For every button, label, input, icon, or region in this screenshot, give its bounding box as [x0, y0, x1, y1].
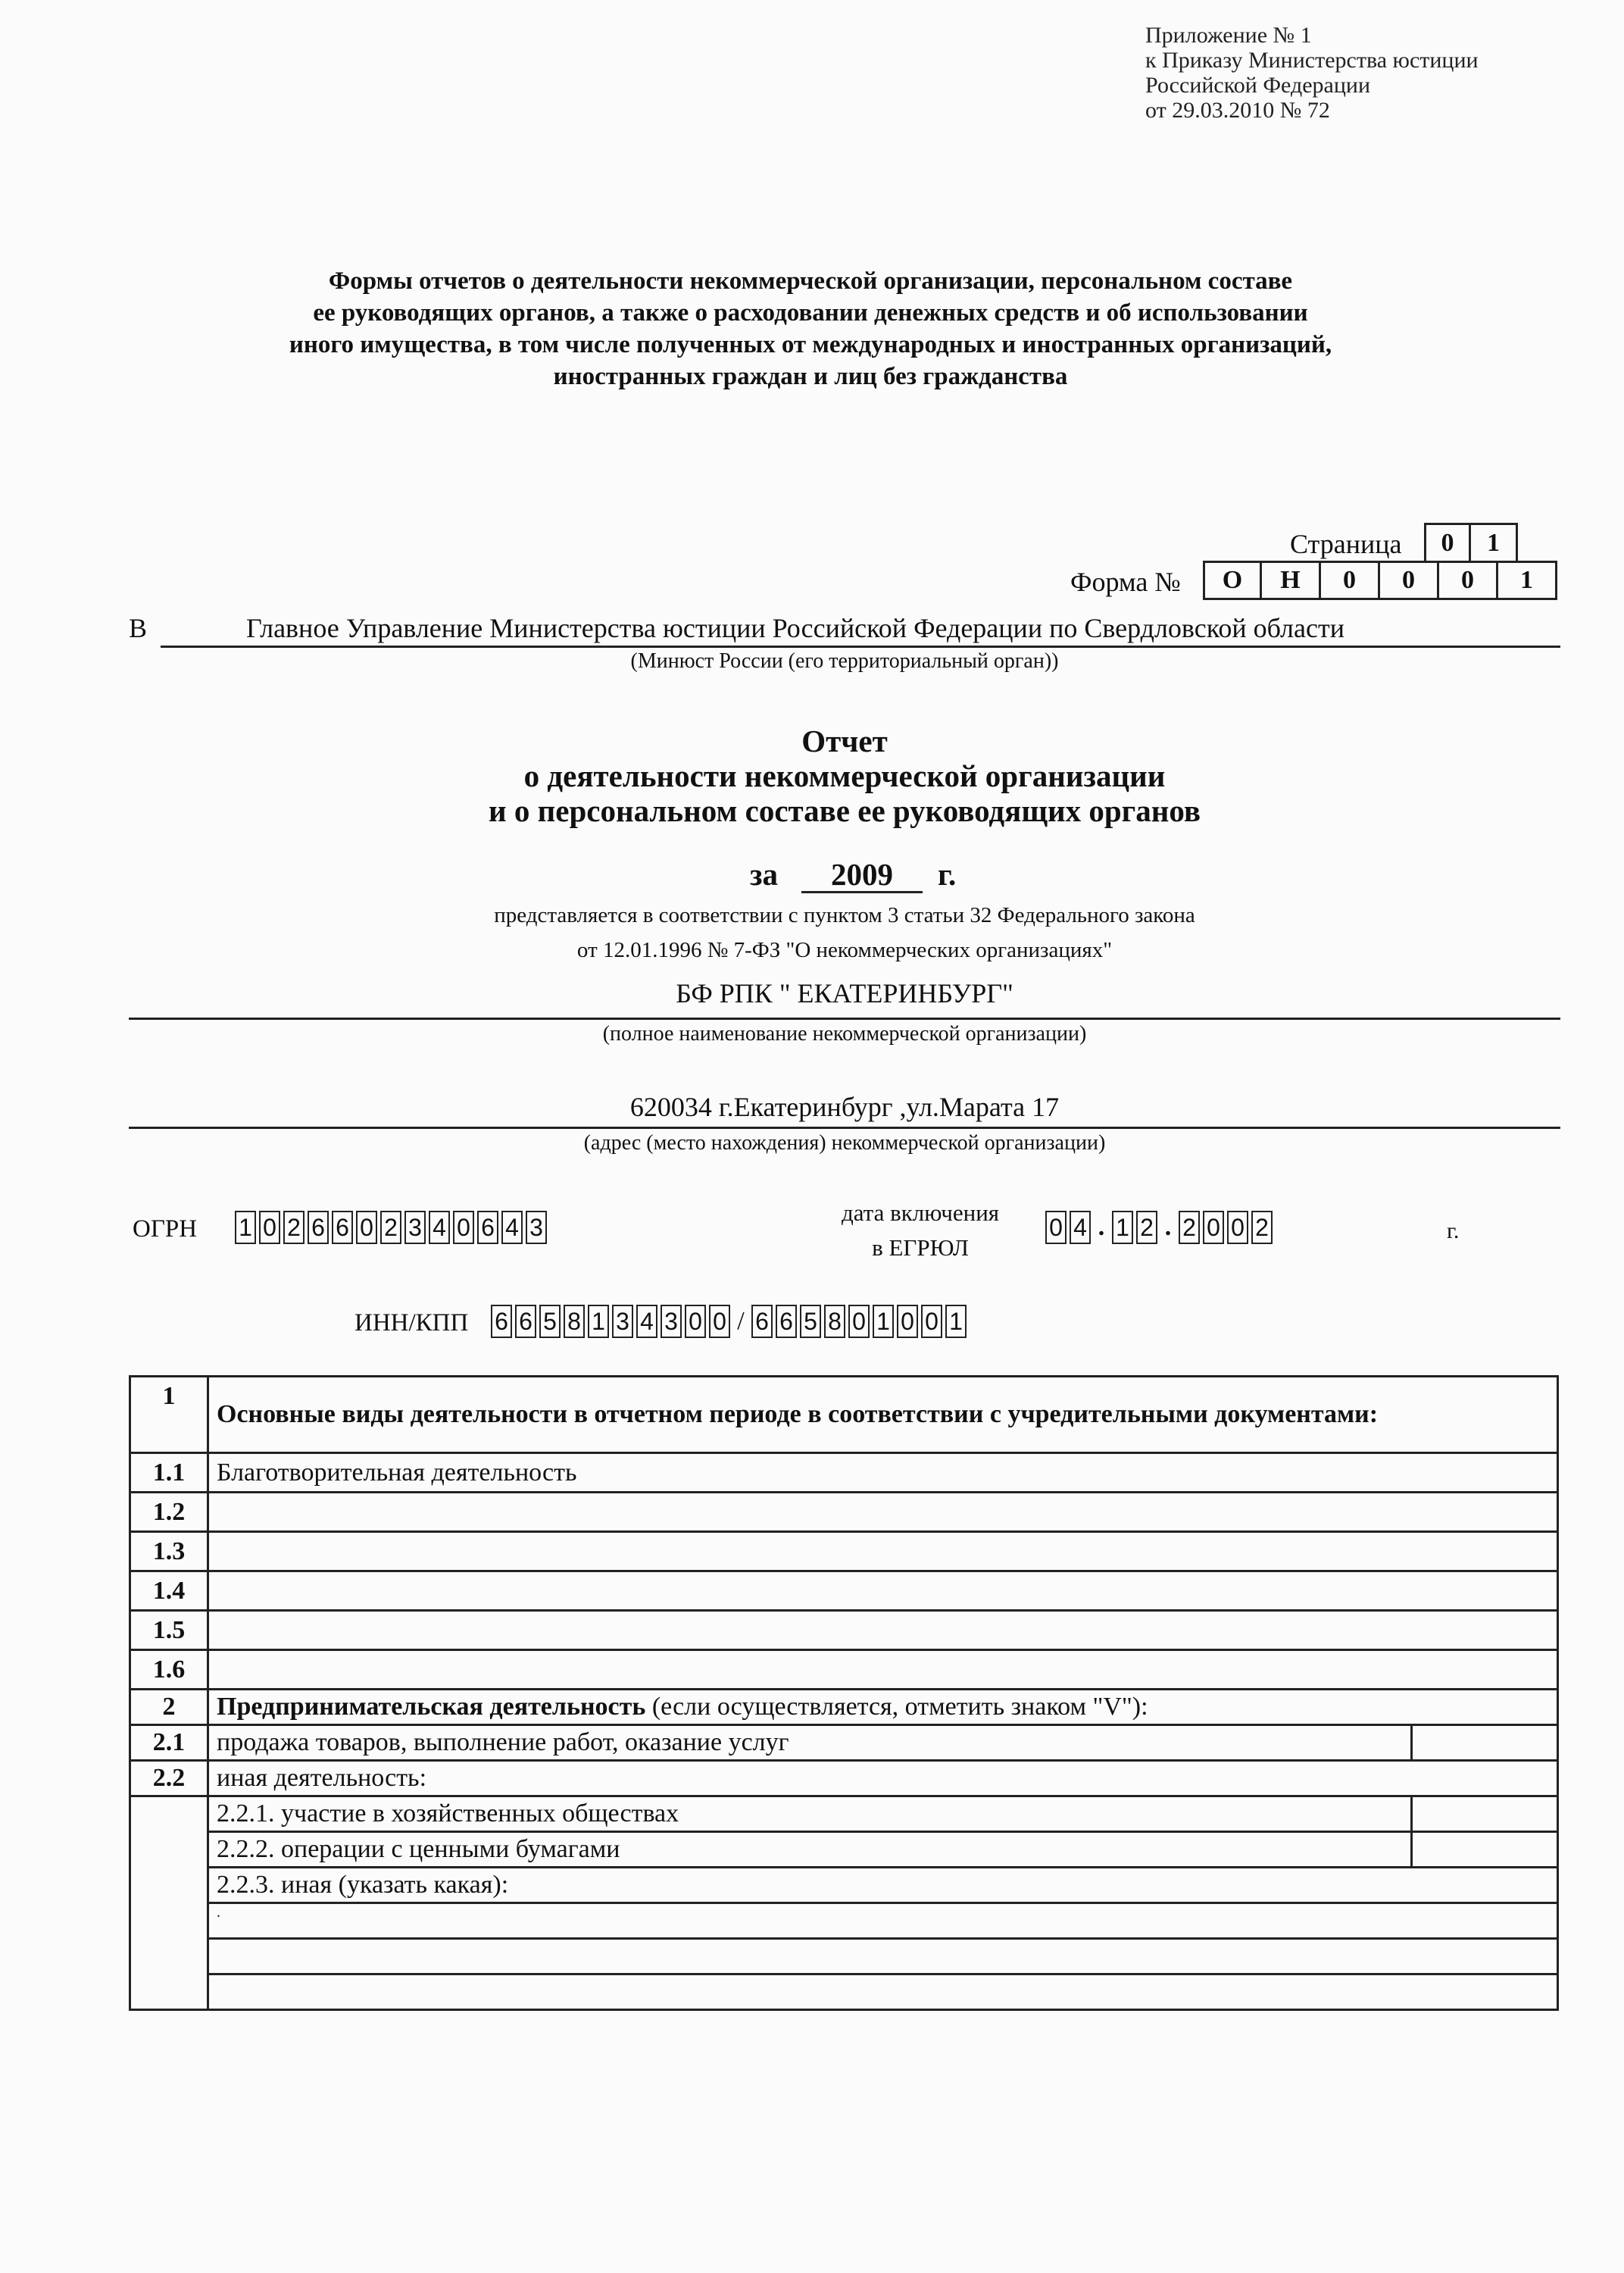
report-title-line-3: и о персональном составе ее руководящих органов: [489, 793, 1201, 828]
table-row: [130, 1571, 1558, 1611]
row-text: 2.2.1. участие в хозяйственных обществах: [208, 1796, 1412, 1832]
forms-title-line-2: ее руководящих органов, а также о расходовании денежных средств и об использовании: [313, 299, 1308, 327]
date-digit: 2: [1251, 1211, 1273, 1244]
ogrn-digit: 3: [526, 1211, 547, 1244]
inn-digit: 3: [612, 1305, 633, 1338]
row-number: 1.3: [130, 1532, 208, 1571]
ogrn-digit: 0: [259, 1211, 280, 1244]
checkbox-cell[interactable]: [1412, 1832, 1558, 1868]
row-text: 2.2.3. иная (указать какая):: [208, 1868, 1558, 1903]
activities-table: [129, 1375, 1559, 2011]
annex-header: [1145, 23, 1479, 123]
section-title: [208, 1377, 1558, 1453]
row-number: 1.4: [130, 1571, 208, 1611]
section-number: 1: [130, 1377, 208, 1453]
table-row: [130, 1377, 1558, 1453]
egrul-date-label: [818, 1196, 1023, 1265]
forms-title-line-1: Формы отчетов о деятельности некоммерческой организации, персональном составе: [328, 267, 1293, 295]
kpp-digit: 1: [873, 1305, 894, 1338]
row-text: иная деятельность:: [208, 1761, 1558, 1796]
form-char: О: [1203, 561, 1262, 600]
annex-line-1: Приложение № 1: [1145, 23, 1312, 48]
organization-name: БФ РПК " ЕКАТЕРИНБУРГ": [676, 978, 1013, 1008]
kpp-digit: 0: [848, 1305, 870, 1338]
ogrn-digit: 6: [308, 1211, 329, 1244]
section-number: 2: [130, 1690, 208, 1725]
forms-title-line-4: иностранных граждан и лиц без гражданства: [553, 363, 1068, 390]
date-digit: 0: [1203, 1211, 1224, 1244]
section2-title-rest: (если осуществляется, отметить знаком "V"):: [645, 1693, 1148, 1721]
annex-line-3: Российской Федерации: [1145, 73, 1371, 98]
ogrn-digit: 1: [235, 1211, 256, 1244]
form-char: 0: [1439, 561, 1498, 600]
row-text: .: [208, 1903, 1558, 1939]
ogrn-digit: 2: [283, 1211, 304, 1244]
form-char: 0: [1321, 561, 1380, 600]
annex-line-4: от 29.03.2010 № 72: [1145, 98, 1330, 123]
row-text: продажа товаров, выполнение работ, оказание услуг: [208, 1725, 1412, 1761]
section-title: [208, 1690, 1558, 1725]
egrul-year-suffix: г.: [1447, 1218, 1460, 1243]
date-digit: 2: [1136, 1211, 1157, 1244]
form-number-cells: [1203, 561, 1557, 600]
table-row: [130, 1611, 1558, 1650]
inn-kpp-label: ИНН/КПП: [354, 1309, 469, 1337]
organization-address: 620034 г.Екатеринбург ,ул.Марата 17: [629, 1092, 1060, 1122]
ogrn-digit: 2: [380, 1211, 401, 1244]
kpp-digit: 0: [921, 1305, 942, 1338]
row-number: 2.2: [130, 1761, 208, 1796]
date-digit: 1: [1112, 1211, 1133, 1244]
kpp-digit: 8: [824, 1305, 845, 1338]
ogrn-digit: 0: [453, 1211, 474, 1244]
row-text: [208, 1650, 1558, 1690]
annex-line-2: к Приказу Министерства юстиции: [1145, 48, 1479, 73]
inn-digit: 0: [685, 1305, 706, 1338]
year-prefix: за: [750, 857, 778, 892]
ogrn-label: ОГРН: [133, 1215, 198, 1243]
row-number: 1.5: [130, 1611, 208, 1650]
table-row: [130, 1493, 1558, 1532]
egrul-date: [1045, 1211, 1273, 1244]
date-digit: 0: [1227, 1211, 1248, 1244]
table-row: [130, 1761, 1558, 1796]
ogrn-digit: 4: [501, 1211, 523, 1244]
report-year: 2009: [831, 857, 893, 892]
form-label: Форма №: [1070, 567, 1181, 597]
ogrn-digit: 4: [429, 1211, 450, 1244]
table-row: [130, 1903, 1558, 1939]
checkbox-cell[interactable]: [1412, 1725, 1558, 1761]
report-title-line-2: о деятельности некоммерческой организации: [523, 758, 1166, 793]
inn-digit: 1: [588, 1305, 609, 1338]
table-row: [130, 1868, 1558, 1903]
page-number-cells: [1424, 523, 1518, 563]
date-digit: 2: [1179, 1211, 1200, 1244]
year-suffix: г.: [938, 857, 957, 892]
table-row: [130, 1453, 1558, 1493]
organization-name-underline: [129, 1018, 1560, 1020]
recipient-caption: (Минюст России (его территориальный орган)): [630, 649, 1059, 673]
row-text: [208, 1939, 1558, 1974]
row-number: 2.1: [130, 1725, 208, 1761]
inn-digit: 5: [539, 1305, 561, 1338]
inn-digit: 4: [636, 1305, 657, 1338]
page-digit: 0: [1424, 523, 1471, 563]
inn-kpp-separator: /: [737, 1307, 745, 1335]
organization-address-caption: (адрес (место нахождения) некоммерческой организации): [583, 1131, 1106, 1155]
ogrn-digit: 6: [477, 1211, 498, 1244]
recipient-prefix: В: [129, 613, 148, 643]
section2-title-bold: Предпринимательская деятельность: [217, 1693, 646, 1721]
recipient-underline: [161, 646, 1560, 648]
date-separator: .: [1164, 1213, 1172, 1241]
checkbox-cell[interactable]: [1412, 1796, 1558, 1832]
row-number: 1.1: [130, 1453, 208, 1493]
table-row: [130, 1974, 1558, 2010]
table-row: [130, 1796, 1558, 1832]
report-title-line-1: Отчет: [801, 724, 888, 758]
inn-digit: 3: [661, 1305, 682, 1338]
table-row: [130, 1650, 1558, 1690]
form-char: 1: [1498, 561, 1557, 600]
table-row: [130, 1725, 1558, 1761]
form-char: Н: [1262, 561, 1321, 600]
report-title: [129, 724, 1560, 828]
date-separator: .: [1098, 1213, 1105, 1241]
inn-kpp-digits: [491, 1305, 967, 1338]
kpp-digit: 6: [751, 1305, 773, 1338]
date-digit: 4: [1070, 1211, 1091, 1244]
page-label: Страница: [1290, 529, 1402, 559]
ogrn-digits: [235, 1211, 547, 1244]
row-text: [208, 1571, 1558, 1611]
row-text: [208, 1611, 1558, 1650]
row-text: Благотворительная деятельность: [208, 1453, 1558, 1493]
kpp-digit: 5: [800, 1305, 821, 1338]
row-text: 2.2.2. операции с ценными бумагами: [208, 1832, 1412, 1868]
section1-title-text: Основные виды деятельности в отчетном периоде в соответствии с учредительными документами:: [217, 1400, 1379, 1428]
row-number: 1.6: [130, 1650, 208, 1690]
inn-digit: 8: [564, 1305, 585, 1338]
table-row: [130, 1690, 1558, 1725]
inn-digit: 0: [709, 1305, 730, 1338]
row-text: [208, 1493, 1558, 1532]
table-row: [130, 1832, 1558, 1868]
table-row: [130, 1532, 1558, 1571]
inn-digit: 6: [491, 1305, 512, 1338]
kpp-digit: 6: [776, 1305, 797, 1338]
kpp-digit: 1: [945, 1305, 967, 1338]
row-text: [208, 1974, 1558, 2010]
forms-title: [151, 265, 1469, 392]
table-row: [130, 1939, 1558, 1974]
inn-digit: 6: [515, 1305, 536, 1338]
legal-basis-line-2: от 12.01.1996 № 7-ФЗ "О некоммерческих организациях": [576, 938, 1113, 962]
row-number-empty: [130, 1796, 208, 2010]
row-number: 1.2: [130, 1493, 208, 1532]
egrul-date-label-line-1: дата включения: [841, 1199, 1000, 1226]
legal-basis-line-1: представляется в соответствии с пунктом 3 статьи 32 Федерального закона: [494, 903, 1195, 927]
ogrn-digit: 3: [404, 1211, 426, 1244]
page-digit: 1: [1471, 523, 1518, 563]
forms-title-line-3: иного имущества, в том числе полученных от международных и иностранных организаций,: [289, 331, 1332, 358]
egrul-date-label-line-2: в ЕГРЮЛ: [872, 1234, 969, 1261]
organization-address-underline: [129, 1127, 1560, 1129]
row-text: [208, 1532, 1558, 1571]
ogrn-digit: 6: [332, 1211, 353, 1244]
organization-name-caption: (полное наименование некоммерческой организации): [602, 1022, 1087, 1046]
kpp-digit: 0: [897, 1305, 918, 1338]
year-underline: [801, 891, 923, 893]
form-char: 0: [1380, 561, 1439, 600]
recipient-value: Главное Управление Министерства юстиции Российской Федерации по Свердловской области: [246, 613, 1344, 643]
ogrn-digit: 0: [356, 1211, 377, 1244]
date-digit: 0: [1045, 1211, 1067, 1244]
